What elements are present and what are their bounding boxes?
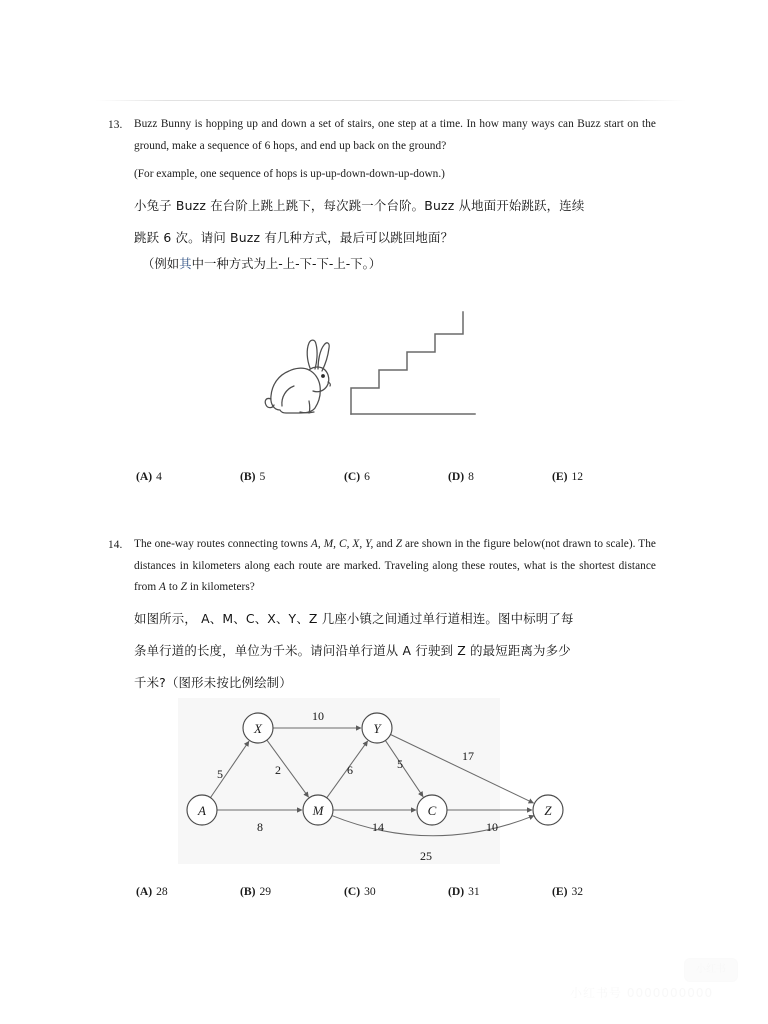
choice-b-label: (B) xyxy=(240,470,256,483)
choice-e[interactable] xyxy=(552,885,656,898)
edge-weight-x-m: 2 xyxy=(275,763,281,777)
node-label: Z xyxy=(544,803,552,818)
choice-d-label: (D) xyxy=(448,470,465,483)
edge-weight-a-m: 8 xyxy=(257,820,263,834)
graph-node-m xyxy=(303,795,333,825)
choice-d-value: 31 xyxy=(468,885,480,898)
en-seg-4: to xyxy=(166,581,181,593)
problem-13-chinese-line-2: 跳跃 6 次。请问 Buzz 有几种方式，最后可以跳回地面？ xyxy=(134,229,454,245)
en-var-z: Z xyxy=(395,538,403,550)
choice-a[interactable] xyxy=(136,885,240,898)
choice-e-value: 12 xyxy=(571,470,584,483)
watermark xyxy=(566,958,746,1014)
graph-nodes xyxy=(187,713,563,825)
choice-a[interactable] xyxy=(136,470,240,483)
choice-c[interactable] xyxy=(344,885,448,898)
graph-node-z xyxy=(533,795,563,825)
node-label: A xyxy=(198,803,206,818)
problem-13-english-note: (For example, one sequence of hops is up-up-down-down-up-down.) xyxy=(134,168,445,180)
choice-a-value: 28 xyxy=(156,885,168,898)
chinese-note-highlight: 其 xyxy=(179,255,192,271)
graph-edge-y-z xyxy=(391,734,534,803)
graph-node-x xyxy=(243,713,273,743)
choice-e[interactable] xyxy=(552,470,656,483)
problem-13-english-statement: Buzz Bunny is hopping up and down a set of stairs, one step at a time. In how many ways can Buzz start on the ground, make a sequence of 6 hops, and end up back on the ground? xyxy=(134,118,656,152)
choice-e-value: 32 xyxy=(571,885,584,898)
choice-c-label: (C) xyxy=(344,885,361,898)
problem-14-english-statement xyxy=(134,534,656,599)
choice-d[interactable] xyxy=(448,470,552,483)
problem-13-number: 13. xyxy=(108,119,123,131)
en-seg-5: in kilometers? xyxy=(186,581,255,593)
problem-14-chinese-line-2: 条单行道的长度，单位为千米。请问沿单行道从 A 行驶到 Z 的最短距离为多少 xyxy=(134,642,571,658)
choice-e-label: (E) xyxy=(552,470,568,483)
node-label: Y xyxy=(373,721,381,736)
problem-13-chinese-note xyxy=(134,251,656,276)
choice-b-label: (B) xyxy=(240,885,256,898)
choice-c[interactable] xyxy=(344,470,448,483)
edge-weight-m-c: 14 xyxy=(372,820,384,834)
choice-d-label: (D) xyxy=(448,885,465,898)
en-seg-1: The one-way routes connecting towns xyxy=(134,538,311,550)
node-label: X xyxy=(254,721,262,736)
edge-weight-y-z: 17 xyxy=(462,749,474,763)
choice-b-value: 5 xyxy=(259,470,266,483)
edge-weight-c-z: 10 xyxy=(486,820,498,834)
edge-weight-a-x: 5 xyxy=(217,767,223,781)
problem-14-choices xyxy=(136,885,656,898)
node-label: C xyxy=(427,803,437,818)
edge-weight-x-y: 10 xyxy=(312,709,324,723)
problem-14-chinese-line-1: 如图所示， A、M、C、X、Y、Z 几座小镇之间通过单行道相连。图中标明了每 xyxy=(134,610,574,626)
route-graph-figure xyxy=(178,698,552,864)
problem-13-choices xyxy=(136,470,656,483)
problem-13 xyxy=(108,114,656,276)
choice-a-value: 4 xyxy=(156,470,162,483)
graph-node-a xyxy=(187,795,217,825)
chinese-note-prefix: （例如 xyxy=(142,255,180,271)
problem-14-chinese-line-3: 千米?（图形未按比例绘制） xyxy=(134,674,292,690)
stairs-shape xyxy=(351,312,475,414)
choice-c-value: 30 xyxy=(364,885,376,898)
en-seg-2: and xyxy=(373,538,396,550)
en-var-z2: Z xyxy=(180,581,187,593)
choice-a-label: (A) xyxy=(136,885,153,898)
choice-b[interactable] xyxy=(240,885,344,898)
choice-c-label: (C) xyxy=(344,470,361,483)
graph-node-y xyxy=(362,713,392,743)
en-var-a: A xyxy=(159,581,166,593)
graph-edge-y-c xyxy=(385,740,423,796)
problem-13-chinese-line-1: 小兔子 Buzz 在台阶上跳上跳下，每次跳一个台阶。Buzz 从地面开始跳跃，连续 xyxy=(134,197,585,213)
edge-weight-m-y: 6 xyxy=(347,763,353,777)
choice-d[interactable] xyxy=(448,885,552,898)
choice-b-value: 29 xyxy=(259,885,272,898)
node-label: M xyxy=(312,803,324,818)
graph-node-c xyxy=(417,795,447,825)
edge-weight-y-c: 5 xyxy=(397,757,403,771)
choice-b[interactable] xyxy=(240,470,344,483)
chinese-note-suffix: 中一种方式为上-上-下-下-上-下。） xyxy=(191,255,382,271)
problem-14 xyxy=(108,534,656,695)
graph-edge-x-m xyxy=(267,740,309,797)
en-seg-3: are shown in the figure below(not drawn to scale). The distances in kilometers along each route are marked. Traveling along these routes, what is the shortest distance from xyxy=(134,538,656,593)
edge-weight-m-z: 25 xyxy=(420,849,432,863)
watermark-text: 小红书号 0000000000 xyxy=(570,986,714,1000)
choice-e-label: (E) xyxy=(552,885,568,898)
bunny-stairs-figure xyxy=(262,300,502,432)
en-town-vars: A, M, C, X, Y, xyxy=(310,538,374,550)
choice-a-label: (A) xyxy=(136,470,153,483)
problem-14-number: 14. xyxy=(108,539,123,551)
watermark-badge: 小红书 xyxy=(684,958,738,982)
choice-d-value: 8 xyxy=(468,470,474,483)
rabbit-icon xyxy=(265,340,330,413)
choice-c-value: 6 xyxy=(364,470,370,483)
